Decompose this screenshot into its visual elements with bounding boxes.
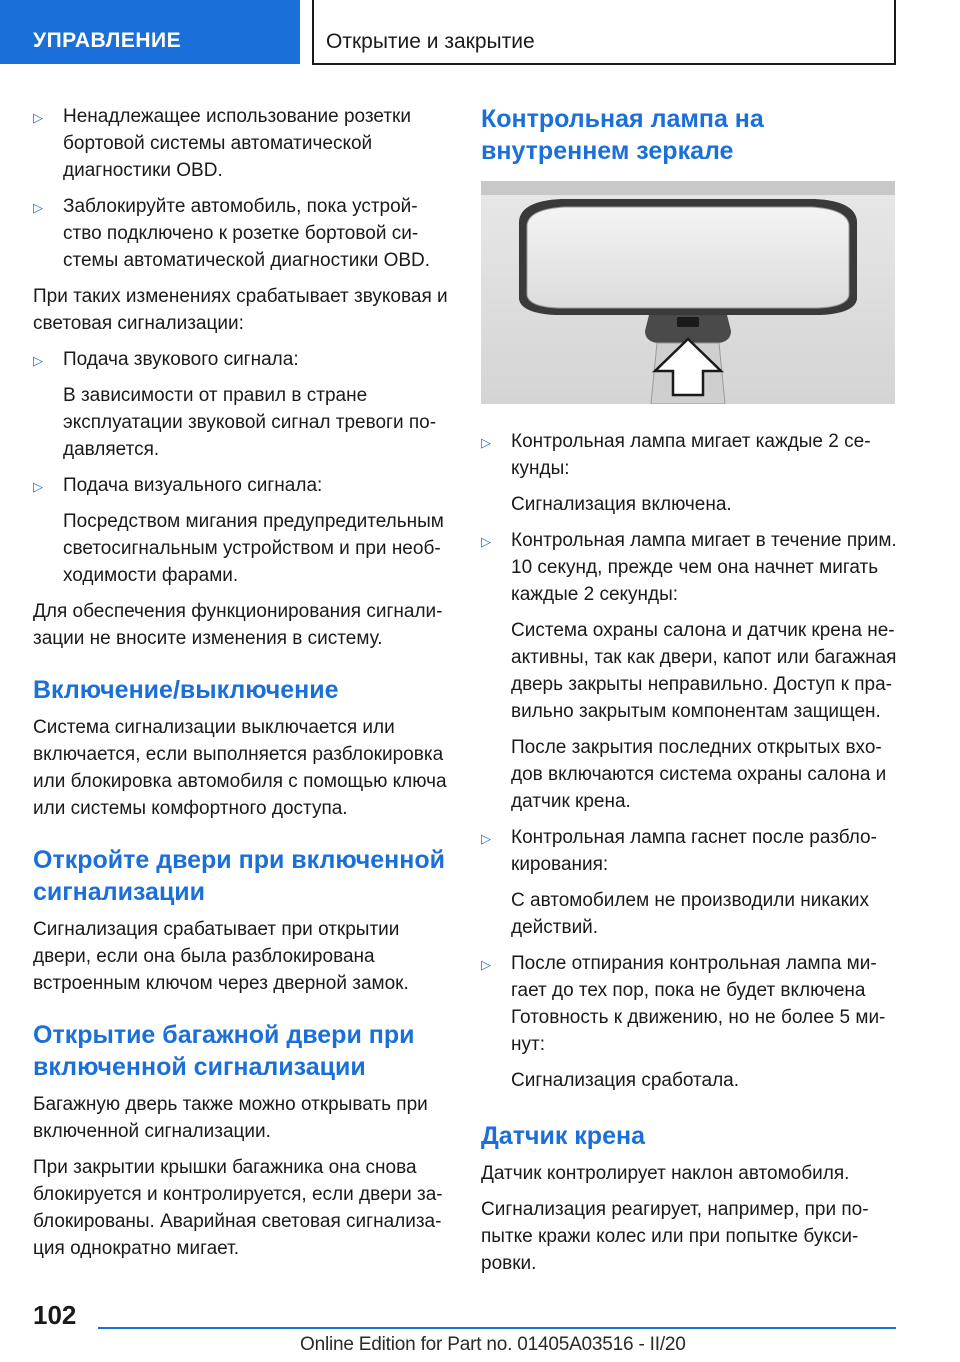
list-item <box>481 950 901 1094</box>
list-item <box>481 428 901 518</box>
triangle-right-outline-icon: ▷ <box>33 110 43 125</box>
list-item <box>33 346 453 463</box>
list-item-title: Подача звукового сигнала: <box>63 349 299 370</box>
list-item-text: После закрытия последних открытых вхо-дов включаются система охраны салона и датчик крена. <box>511 737 887 812</box>
chapter-title: Открытие и закрытие <box>326 30 535 53</box>
mirror-illustration <box>481 181 895 404</box>
section-tab: УПРАВЛЕНИЕ <box>0 0 300 64</box>
list-item <box>33 103 453 184</box>
header-divider <box>312 0 314 65</box>
list-item <box>33 193 453 274</box>
header-divider-right <box>894 0 896 65</box>
paragraph: Система сигнализации выключается или включается, если выполняется разблокировка или блокировка автомобиля с помощью ключа или системы комфортного доступа. <box>33 717 447 819</box>
paragraph: При закрытии крышки багажника она снова блокируется и контролируется, если двери за-блокированы. Аварийная световая сигнализа-ция однократно мигает. <box>33 1157 443 1259</box>
section-heading-trunk: Открытие багажной двери при включенной сигнализации <box>33 1021 415 1081</box>
list-item <box>33 472 453 589</box>
triangle-right-outline-icon: ▷ <box>33 353 43 368</box>
list-item-text: Посредством мигания предупредительным светосигнальным устройством и при необ-ходимости фарами. <box>63 511 444 586</box>
list-item-title: После отпирания контрольная лампа ми-гает до тех пор, пока не будет включена Готовность к движению, но не более 5 ми-нут: <box>511 953 886 1055</box>
list-item-text: В зависимости от правил в стране эксплуатации звуковой сигнал тревоги по-давляется. <box>63 385 437 460</box>
right-column <box>481 103 901 1286</box>
triangle-right-outline-icon: ▷ <box>481 957 491 972</box>
list-item-title: Контрольная лампа мигает каждые 2 се-кунды: <box>511 431 871 479</box>
header-rule <box>312 63 896 65</box>
left-column <box>33 103 453 1271</box>
section-heading-tilt: Датчик крена <box>481 1122 645 1150</box>
list-item-text: С автомобилем не производили никаких действий. <box>511 890 870 938</box>
list-item-text: Система охраны салона и датчик крена не-активны, так как двери, капот или багажная дверь закрыты неправильно. Доступ к пра-вильно закрытым компонентам защищен. <box>511 620 897 722</box>
list-item-text: Заблокируйте автомобиль, пока устрой-ство подключено к розетке бортовой си-стемы автоматической диагностики OBD. <box>63 196 431 271</box>
section-heading-doors: Откройте двери при включенной сигнализации <box>33 846 446 906</box>
paragraph: Багажную дверь также можно открывать при включенной сигнализации. <box>33 1094 428 1142</box>
list-item-title: Контрольная лампа мигает в течение прим. 10 секунд, прежде чем она начнет мигать каждые 2 секунды: <box>511 530 897 605</box>
page-number: 102 <box>33 1300 77 1330</box>
list-item <box>481 527 901 815</box>
page-header <box>0 0 960 66</box>
section-heading-lamp: Контрольная лампа на внутреннем зеркале <box>481 105 764 165</box>
triangle-right-outline-icon: ▷ <box>481 831 491 846</box>
list-item-title: Подача визуального сигнала: <box>63 475 323 496</box>
list-item-title: Контрольная лампа гаснет после разбло-кирования: <box>511 827 877 875</box>
rear-view-mirror-image <box>481 181 895 404</box>
list-item <box>481 824 901 941</box>
paragraph: Датчик контролирует наклон автомобиля. <box>481 1163 850 1184</box>
triangle-right-outline-icon: ▷ <box>33 200 43 215</box>
list-item-text: Ненадлежащее использование розетки бортовой системы автоматической диагностики OBD. <box>63 106 411 181</box>
paragraph: Сигнализация срабатывает при открытии двери, если она была разблокирована встроенным ключом через дверной замок. <box>33 919 409 994</box>
list-item-text: Сигнализация включена. <box>511 494 732 515</box>
list-item-text: Сигнализация сработала. <box>511 1070 740 1091</box>
triangle-right-outline-icon: ▷ <box>481 534 491 549</box>
paragraph: Сигнализация реагирует, например, при по-пытке кражи колес или при попытке букси-ровки. <box>481 1199 869 1274</box>
edition-note: Online Edition for Part no. 01405A03516 - II/20 <box>300 1334 686 1355</box>
triangle-right-outline-icon: ▷ <box>481 435 491 450</box>
section-heading-onoff: Включение/выключение <box>33 676 339 704</box>
paragraph: При таких изменениях срабатывает звуковая и световая сигнализации: <box>33 286 448 334</box>
triangle-right-outline-icon: ▷ <box>33 479 43 494</box>
paragraph: Для обеспечения функционирования сигнали-зации не вносите изменения в систему. <box>33 601 443 649</box>
footer-rule <box>98 1327 896 1329</box>
